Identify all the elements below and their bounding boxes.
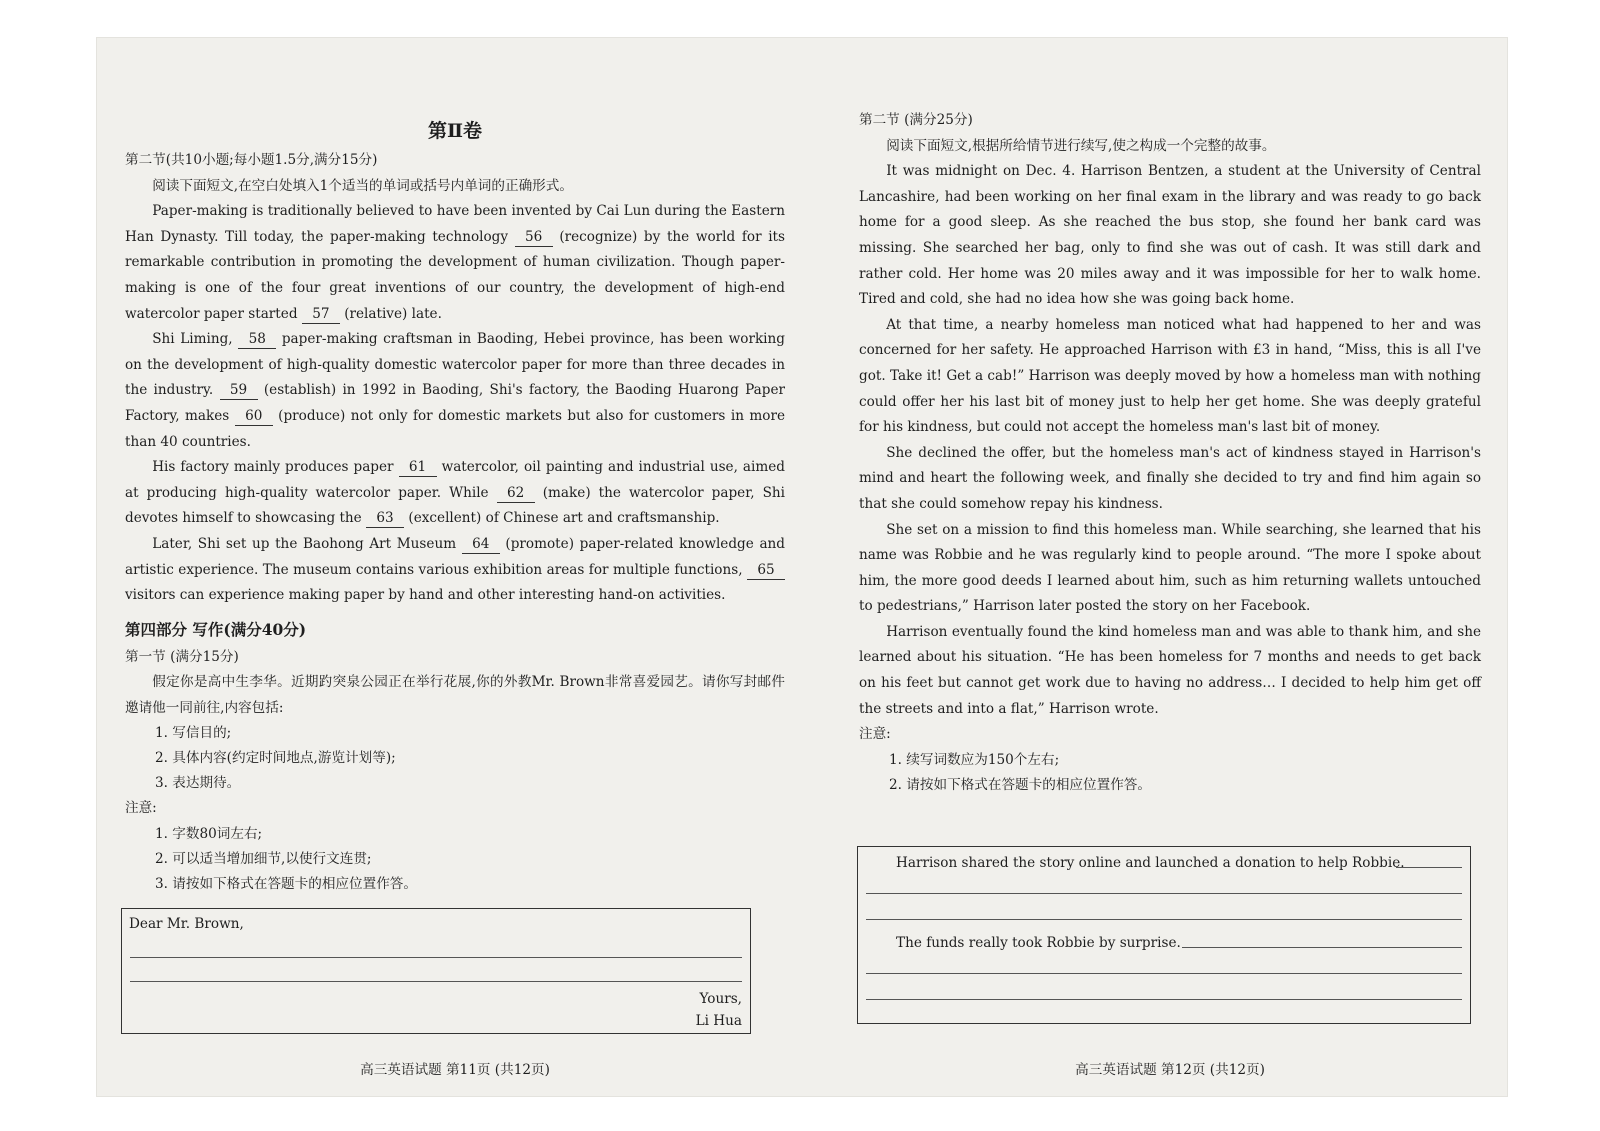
story-paragraph: Harrison eventually found the kind homeless man and was able to thank him, and she learned about his situation. “He has been homeless for 7 months and needs to get back on his feet but cannot get work due to having no address… I decided to help him get off the streets and into a flat,” Harrison wrote.: [859, 623, 1481, 717]
answer-line: [1182, 947, 1462, 948]
grammar-paragraph-3: His factory mainly produces paper 61 watercolor, oil painting and industrial use, aimed at producing high-quality watercolor paper. While 62 (make) the watercolor paper, Shi devotes himself to showcasing the 63 (excellent) of Chinese art and craftsmanship.: [125, 459, 786, 527]
note-item: 1. 字数80词左右;: [155, 826, 263, 843]
story-paragraph: It was midnight on Dec. 4. Harrison Bentzen, a student at the University of Central Lancashire, had been working on her final exam in the library and was ready to go back home for a good sleep. As she reached the bus stop, she found her bank card was missing. She searched her bag, only to find she was out of cash. It was still dark and rather cold. Her home was 20 miles away and it was impossible for her to walk home. Tired and cold, she had no idea how she was going back home.: [859, 163, 1481, 308]
blank-60: 60: [235, 408, 273, 426]
answer-line: [866, 893, 1462, 894]
blank-65: 65: [747, 562, 785, 580]
grammar-paragraph-2: Shi Liming, 58 paper-making craftsman in Baoding, Hebei province, has been working on the development of high-quality domestic watercolor paper for more than three decades in the industry. 59 (establish) in 1992 in Baoding, Shi's factory, the Baoding Huarong Paper Factory, makes 60 (produce) not only for domestic markets but also for customers in more than 40 countries.: [125, 331, 786, 450]
section2-heading: 第二节(共10小题;每小题1.5分,满分15分): [125, 152, 378, 168]
blank-63: 63: [366, 510, 404, 528]
grammar-instruction: 阅读下面短文,在空白处填入1个适当的单词或括号内单词的正确形式。: [152, 177, 573, 194]
answer-line: [130, 981, 742, 982]
answer-line: [130, 957, 742, 958]
note-item: 1. 续写词数应为150个左右;: [889, 751, 1060, 768]
page-footer-12: 高三英语试题 第12页 (共12页): [1075, 1062, 1265, 1079]
blank-56: 56: [515, 229, 553, 247]
answer-line: [866, 973, 1462, 974]
writing-notes: [125, 822, 785, 897]
grammar-paragraph-4: Later, Shi set up the Baohong Art Museum 64 (promote) paper-related knowledge and artistic experience. The museum contains various exhibition areas for multiple functions, 65 visitors can experience making paper by hand and other interesting hand-on activities.: [125, 535, 786, 604]
blank-57: 57: [302, 306, 340, 324]
part4-heading: 第四部分 写作(满分40分): [125, 619, 307, 639]
blank-59: 59: [220, 382, 258, 400]
notes-label: 注意:: [125, 800, 157, 817]
letter-signature: Li Hua: [695, 1013, 742, 1029]
page-12: [859, 38, 1481, 1096]
page-11: [125, 38, 785, 1096]
blank-61: 61: [399, 459, 437, 477]
box-opening-line-1: Harrison shared the story online and launched a donation to help Robbie.: [896, 855, 1405, 871]
letter-greeting: Dear Mr. Brown,: [129, 916, 244, 932]
answer-line: [866, 919, 1462, 920]
note-item: 2. 可以适当增加细节,以使行文连贯;: [155, 851, 372, 868]
notes-label: 注意:: [859, 726, 891, 743]
blank-62: 62: [497, 485, 535, 503]
writing-point: 3. 表达期待。: [155, 775, 241, 792]
note-item: 2. 请按如下格式在答题卡的相应位置作答。: [889, 776, 1151, 793]
blank-64: 64: [462, 536, 500, 554]
story-paragraph: She set on a mission to find this homeless man. While searching, she learned that his name was Robbie and he was regularly kind to people around. “The more I spoke about him, the more good deeds I learned about him, such as him returning wallets untouched to pedestrians,” Harrison later posted the story on her Facebook.: [859, 521, 1481, 615]
continuation-answer-box: [857, 846, 1471, 1024]
part-title: 第Ⅱ卷: [427, 120, 482, 142]
story-paragraph: At that time, a nearby homeless man noticed what had happened to her and was concerned for her safety. He approached Harrison with £3 in hand, “Miss, this is all I've got. Take it! Get a cab!” Harrison was deeply moved by how a homeless man with nothing could offer her his last bit of money just to help her get home. She was deeply grateful for his kindness, but could not accept the homeless man's last bit of money.: [859, 316, 1481, 436]
writing-prompt: 假定你是高中生李华。近期趵突泉公园正在举行花展,你的外教Mr. Brown非常喜爱园艺。请你写封邮件邀请他一同前往,内容包括:: [125, 674, 785, 716]
writing-points: [125, 721, 785, 796]
exam-sheet: [97, 38, 1507, 1096]
continuation-instruction: 阅读下面短文,根据所给情节进行续写,使之构成一个完整的故事。: [886, 137, 1276, 154]
letter-answer-box: [121, 908, 751, 1034]
blank-58: 58: [238, 331, 276, 349]
story-paragraph: She declined the offer, but the homeless man's act of kindness stayed in Harrison's mind and heart the following week, and finally she decided to try and find him again so that she could somehow repay his kindness.: [859, 444, 1481, 512]
continuation-notes: [859, 748, 1481, 798]
answer-line: [866, 999, 1462, 1000]
writing-point: 2. 具体内容(约定时间地点,游览计划等);: [155, 750, 396, 767]
continuation-heading: 第二节 (满分25分): [859, 112, 973, 128]
letter-closing: Yours,: [699, 991, 742, 1007]
answer-line: [1396, 867, 1462, 868]
page-footer-11: 高三英语试题 第11页 (共12页): [360, 1062, 550, 1079]
section1-heading: 第一节 (满分15分): [125, 648, 239, 665]
box-opening-line-2: The funds really took Robbie by surprise.: [896, 935, 1181, 951]
writing-point: 1. 写信目的;: [155, 725, 232, 742]
note-item: 3. 请按如下格式在答题卡的相应位置作答。: [155, 876, 417, 893]
grammar-paragraph-1: Paper-making is traditionally believed to have been invented by Cai Lun during the Eastern Han Dynasty. Till today, the paper-making technology 56 (recognize) by the world for its remarkable contribution in promoting the development of human civilization. Though paper-making is one of the four great inventions of our country, the development of high-end watercolor paper started 57 (relative) late.: [125, 203, 785, 322]
